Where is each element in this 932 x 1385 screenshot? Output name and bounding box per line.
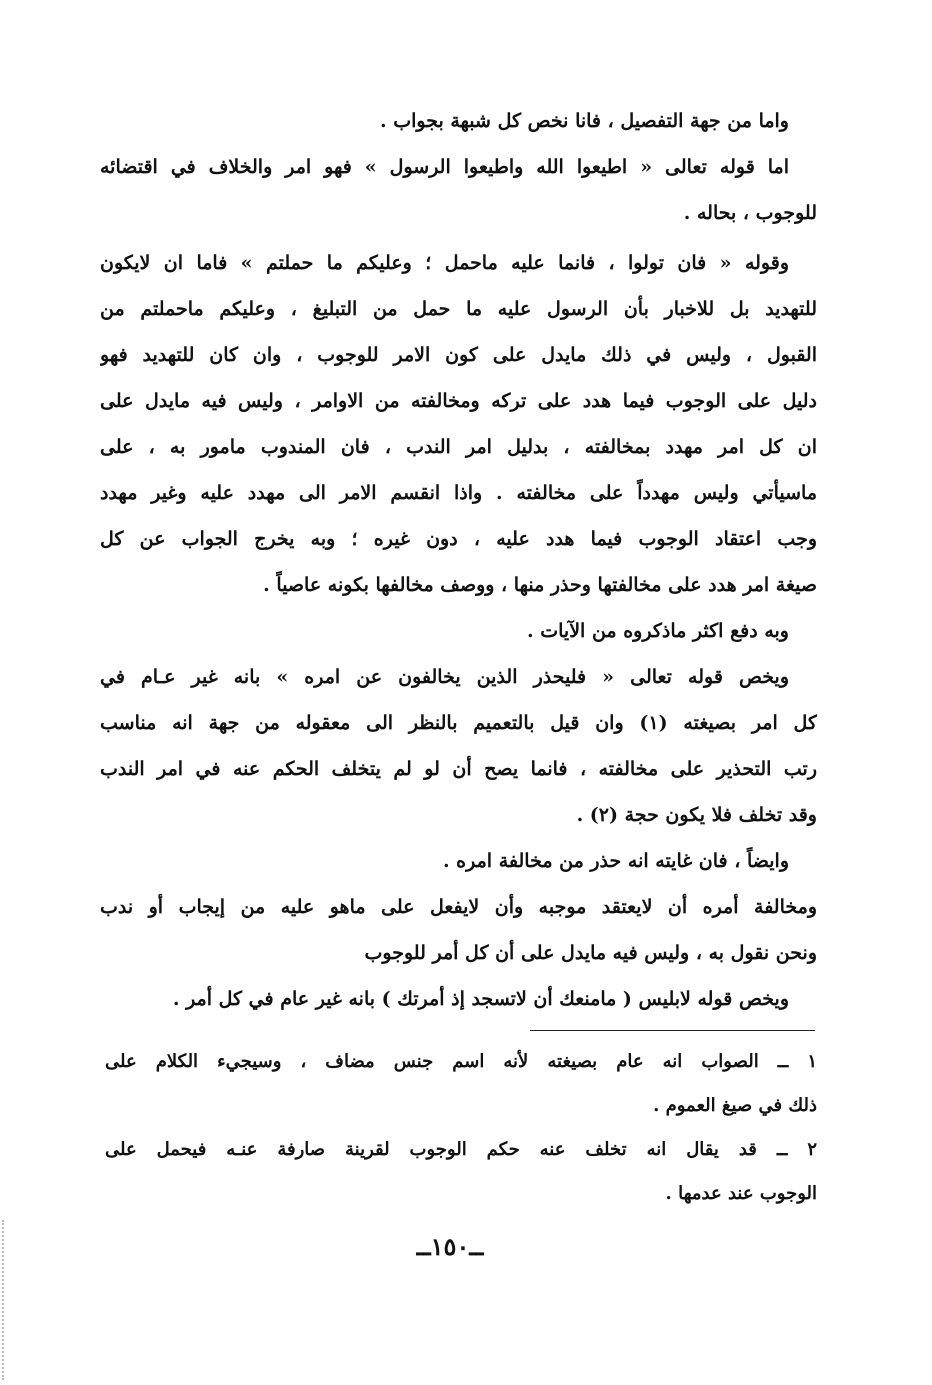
text-line: رتب التحذير على مخالفته ، فانما يصح أن لو لم يتخلف الحكم عنه في امر الندب bbox=[100, 758, 817, 780]
footnote-separator bbox=[530, 1030, 815, 1031]
text-line: وقد تخلف فلا يكون حجة (٢) . bbox=[576, 804, 817, 826]
text-line: ان كل امر مهدد بمخالفته ، بدليل امر الندب ، فان المندوب مامور به ، على bbox=[100, 436, 817, 458]
footnotes bbox=[105, 1040, 817, 1216]
text-line: ويخص قوله لابليس ( مامنعك أن لاتسجد إذ أمرتك ) بانه غير عام في كل أمر . bbox=[172, 988, 789, 1010]
text-line: القبول ، وليس في ذلك مايدل على كون الامر للوجوب ، وان كان للتهديد فهو bbox=[100, 344, 817, 366]
footnote-line: الوجوب عند عدمها . bbox=[665, 1183, 817, 1204]
text-line: ومخالفة أمره أن لايعتقد موجبه وأن لايفعل على ماهو عليه من إيجاب أو ندب bbox=[100, 896, 817, 918]
text-line: واما من جهة التفصيل ، فانا نخص كل شبهة بجواب . bbox=[379, 110, 789, 132]
text-line: اما قوله تعالى « اطيعوا الله واطيعوا الرسول » فهو امر والخلاف في اقتضائه bbox=[100, 156, 790, 178]
text-line: ويخص قوله تعالى « فليحذر الذين يخالفون عن امره » بانه غير عـام في bbox=[100, 666, 789, 688]
text-line: وبه دفع اكثر ماذكروه من الآيات . bbox=[527, 620, 789, 642]
body-text bbox=[100, 98, 817, 1022]
footnote-line: ٢ ــ قد يقال انه تخلف عنه حكم الوجوب لقرينة صارفة عنـه فيحمل على bbox=[105, 1139, 817, 1160]
text-line: للتهديد بل للاخبار بأن الرسول عليه ما حمل من التبليغ ، وعليكم ماحملتم من bbox=[100, 298, 817, 320]
text-line: للوجوب ، بحاله . bbox=[683, 202, 817, 224]
text-line: وقوله « فان تولوا ، فانما عليه ماحمل ؛ وعليكم ما حملتم » فاما ان لايكون bbox=[100, 252, 789, 274]
text-line: دليل على الوجوب فيما هدد على تركه ومخالفته من الاوامر ، وليس فيه مايدل على bbox=[100, 390, 817, 412]
footnote-line: ذلك في صيغ العموم . bbox=[653, 1095, 817, 1116]
text-line: وجب اعتقاد الوجوب فيما هدد عليه ، دون غيره ؛ وبه يخرج الجواب عن كل bbox=[100, 528, 817, 550]
text-line: وايضاً ، فان غايته انه حذر من مخالفة امره . bbox=[442, 850, 789, 872]
margin-marks bbox=[2, 1220, 6, 1380]
text-line: ونحن نقول به ، وليس فيه مايدل على أن كل أمر للوجوب bbox=[364, 942, 817, 964]
text-line: ماسيأتي وليس مهدداً على مخالفته . واذا انقسم الامر الى مهدد عليه وغير مهدد bbox=[100, 482, 817, 504]
footnote-line: ١ ــ الصواب انه عام بصيغته لأنه اسم جنس مضاف ، وسيجيء الكلام على bbox=[105, 1051, 817, 1072]
text-line: كل امر بصيغته (١) وان قيل بالتعميم بالنظر الى معقوله من جهة انه مناسب bbox=[100, 712, 817, 734]
page-number: ــ١٥٠ــ bbox=[416, 1232, 484, 1261]
text-line: صيغة امر هدد على مخالفتها وحذر منها ، ووصف مخالفها بكونه عاصياً . bbox=[263, 574, 817, 596]
